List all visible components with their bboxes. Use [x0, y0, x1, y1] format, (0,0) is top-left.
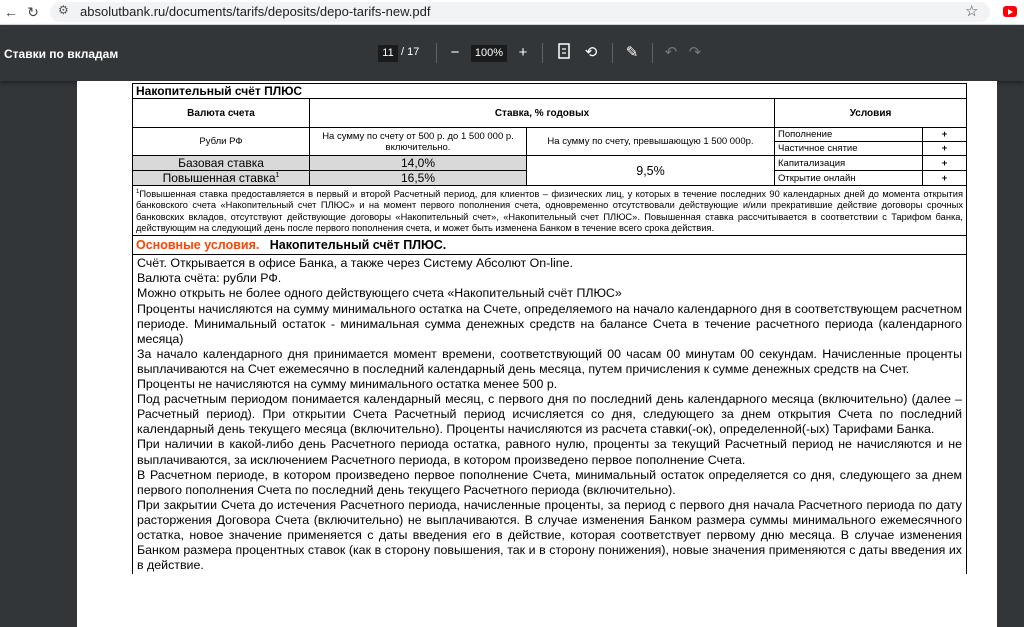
back-arrow-icon[interactable]: ←	[4, 4, 18, 20]
base-rate-label: Базовая ставка	[133, 156, 310, 171]
condition-label: Частичное снятие	[775, 142, 923, 156]
rate-range-1: На сумму по счету от 500 р. до 1 500 000 р. включительно.	[310, 128, 527, 156]
conditions-heading-orange: Основные условия.	[136, 238, 260, 253]
toolbar-divider	[436, 43, 437, 63]
url-text[interactable]: absolutbank.ru/documents/tarifs/deposits/depo-tarifs-new.pdf	[80, 4, 431, 19]
annotate-pen-icon[interactable]: ✎	[625, 44, 639, 61]
paragraph: Проценты начисляются на сумму минимального остатка на Счете, определяемого на начало календарного дня в соответствующем расчетном периоде. Минимальный остаток - минимальная сумма денежных средств на балансе Счета в течение расчетного периода (календарного месяца)	[137, 301, 963, 346]
over-limit-rate: 9,5%	[527, 156, 775, 186]
pdf-title: Ставки по вкладам	[4, 47, 119, 61]
browser-address-bar	[0, 0, 1024, 25]
conditions-body	[133, 255, 967, 574]
document-content	[132, 83, 966, 574]
site-info-icon[interactable]: ⚙	[58, 3, 69, 17]
toolbar-divider	[612, 43, 613, 63]
paragraph: В Расчетном периоде, в котором произведено первое пополнение Счета, минимальный остаток определяется со дня, следующего за днем первого пополнения Счета по последний день текущего Расчетного периода (включительно).	[137, 467, 962, 497]
tariff-table	[132, 83, 967, 574]
zoom-level-input[interactable]: 100%	[471, 45, 507, 62]
toolbar-divider	[542, 43, 543, 63]
undo-icon[interactable]: ↶	[664, 44, 678, 61]
pdf-toolbar	[0, 25, 1024, 81]
zoom-out-button[interactable]: −	[450, 44, 460, 61]
col-rate-header: Ставка, % годовых	[310, 99, 775, 128]
footnote-number: 1	[136, 189, 140, 195]
currency-value: Рубли РФ	[133, 128, 310, 156]
condition-value: +	[923, 142, 967, 156]
raised-rate-value: 16,5%	[310, 171, 527, 186]
condition-value: +	[923, 171, 967, 186]
condition-value: +	[923, 156, 967, 171]
condition-label: Пополнение	[775, 128, 923, 142]
paragraph: Проценты не начисляются на сумму минимального остатка менее 500 р.	[137, 377, 558, 392]
col-conditions-header: Условия	[775, 99, 967, 128]
paragraph: Под расчетным периодом понимается календарный месяц, с первого дня по последний день календарного месяца (включительно) (далее – Расчетный период). При открытии Счета Расчетный период исчисляется со дня, следующего за днем открытия Счета по последний календарный день текущего месяца (включительно). Проценты начисляются из расчета ставки(-ок), определенной(-ых) Тарифами Банка.	[137, 392, 962, 437]
toolbar-divider	[652, 43, 653, 63]
paragraph: Счёт. Открывается в офисе Банка, а также через Систему Абсолют On-line.	[137, 256, 573, 271]
condition-value: +	[923, 128, 967, 142]
zoom-in-button[interactable]: +	[518, 44, 528, 61]
page-total: / 17	[401, 46, 420, 58]
paragraph: При закрытии Счета до истечения Расчетного периода, начисленные проценты, за период с первого дня начала Расчетного периода по дату расторжения Договора Счета (включительно) не выплачиваются. В случае изменения Банком размера суммы минимального ежемесячного остатка, новое значение применяется с даты введения его в действие, которая соответствует первому дню месяца. В случае изменения Банком размера процентных ставок (как в сторону повышения, так и в сторону понижения), новые значения применяются с даты введения их в действие.	[137, 497, 962, 573]
fit-page-icon[interactable]	[554, 43, 574, 65]
paragraph: При наличии в какой-либо день Расчетного периода остатка, равного нулю, проценты за текущий Расчетный период не начисляются и не выплачиваются, за исключением Расчетного периода, в котором произведено первое пополнение Счета.	[137, 437, 962, 467]
raised-rate-text: Повышенная ставка	[162, 171, 276, 185]
paragraph: Можно открыть не более одного действующего счета «Накопительный счёт ПЛЮС»	[137, 286, 622, 301]
paragraph: За начало календарного дня принимается момент времени, соответствующий 00 часам 00 минутам 00 секундам. Начисленные проценты выплачиваются на Счет ежемесячно в последний календарный день месяца, путем причисления к сумме денежных средств на Счет.	[137, 346, 962, 376]
footnote	[133, 186, 967, 236]
col-currency-header: Валюта счета	[133, 99, 310, 128]
redo-icon[interactable]: ↷	[688, 44, 702, 61]
table-title: Накопительный счёт ПЛЮС	[133, 84, 967, 99]
reload-icon[interactable]: ↻	[27, 4, 39, 20]
pdf-page	[77, 81, 997, 627]
raised-rate-label	[133, 171, 310, 186]
footnote-text: Повышенная ставка предоставляется в первый и второй Расчетный период, для клиентов – физических лиц, у которых в течение последних 90 календарных дней до момента открытия банковского счета «Накопительный счет ПЛЮС» и на момент первого пополнения счета, одновременно отсутствовали действующие и/или прекратившие действие договоры срочных банковских вкладов, отсутствуют действующие договоры «Накопительный счет», «Накопительный счет ПЛЮС». Повышенная ставка рассчитывается в соответствии с Тарифом банка, действующим на следующий день после первого пополнения счета, и может быть изменена Банком в течение всего срока действия.	[136, 189, 963, 233]
paragraph: Валюта счёта: рубли РФ.	[137, 271, 282, 286]
condition-label: Капитализация	[775, 156, 923, 171]
footnote-marker: 1	[275, 172, 280, 179]
bookmark-star-icon[interactable]: ☆	[965, 3, 979, 20]
conditions-heading	[133, 236, 967, 255]
conditions-heading-black: Накопительный счёт ПЛЮС.	[269, 238, 447, 253]
youtube-extension-icon[interactable]	[1003, 6, 1017, 17]
base-rate-value: 14,0%	[310, 156, 527, 171]
page-number-input[interactable]: 11	[378, 45, 398, 62]
condition-label: Открытие онлайн	[775, 171, 923, 186]
rate-range-2: На сумму по счету, превышающую 1 500 000р.	[527, 128, 775, 156]
rotate-icon[interactable]: ⟲	[584, 44, 598, 61]
